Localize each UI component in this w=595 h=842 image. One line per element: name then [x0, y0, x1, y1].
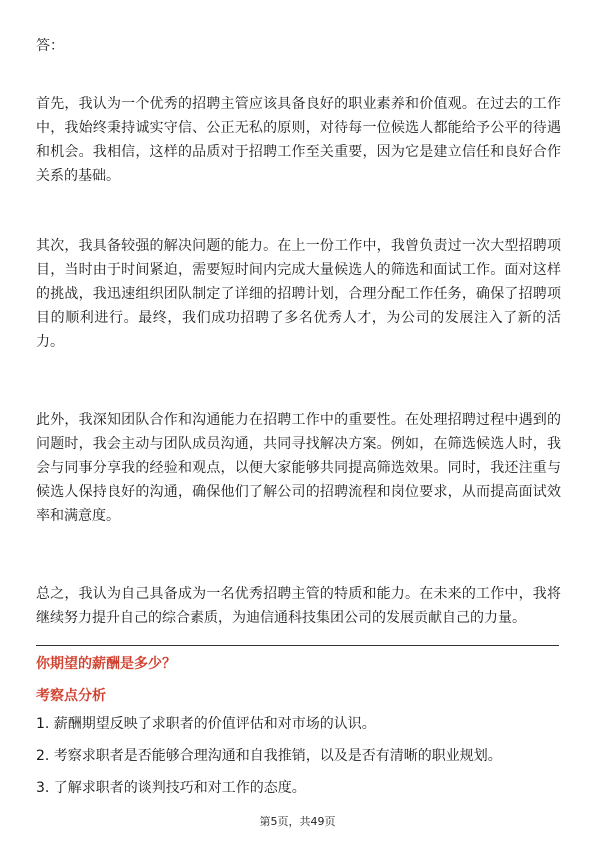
- analysis-heading: 考察点分析: [36, 688, 106, 704]
- answer-paragraph-3: 此外，我深知团队合作和沟通能力在招聘工作中的重要性。在处理招聘过程中遇到的问题时，我会主动与团队成员沟通，共同寻找解决方案。例如，在筛选候选人时，我会与同事分享我的经验和观点，以便大家能够共同提高筛选效果。同时，我还注重与候选人保持良好的沟通，确保他们了解公司的招聘流程和岗位要求，从而提高面试效率和满意度。: [36, 412, 561, 524]
- answer-paragraph-1: 首先，我认为一个优秀的招聘主管应该具备良好的职业素养和价值观。在过去的工作中，我始终秉持诚实守信、公正无私的原则，对待每一位候选人都能给予公平的待遇和机会。我相信，这样的品质对于招聘工作至关重要，因为它是建立信任和良好合作关系的基础。: [36, 96, 561, 184]
- answer-label: 答：: [36, 38, 64, 54]
- analysis-point: 3. 了解求职者的谈判技巧和对工作的态度。: [36, 780, 306, 796]
- analysis-list: [36, 714, 561, 810]
- analysis-point: 2. 考察求职者是否能够合理沟通和自我推销，以及是否有清晰的职业规划。: [36, 748, 502, 764]
- answer-paragraph-4: 总之，我认为自己具备成为一名优秀招聘主管的特质和能力。在未来的工作中，我将继续努力提升自己的综合素质，为迪信通科技集团公司的发展贡献自己的力量。: [36, 586, 561, 626]
- page-number: 第5页，共49页: [259, 815, 336, 828]
- question-heading: 你期望的薪酬是多少？: [36, 656, 176, 672]
- answer-paragraph-2: 其次，我具备较强的解决问题的能力。在上一份工作中，我曾负责过一次大型招聘项目，当时由于时间紧迫，需要短时间内完成大量候选人的筛选和面试工作。面对这样的挑战，我迅速组织团队制定了详细的招聘计划，合理分配工作任务，确保了招聘项目的顺利进行。最终，我们成功招聘了多名优秀人才，为公司的发展注入了新的活力。: [36, 238, 561, 350]
- analysis-point: 1. 薪酬期望反映了求职者的价值评估和对市场的认识。: [36, 716, 376, 732]
- section-divider: [36, 645, 559, 646]
